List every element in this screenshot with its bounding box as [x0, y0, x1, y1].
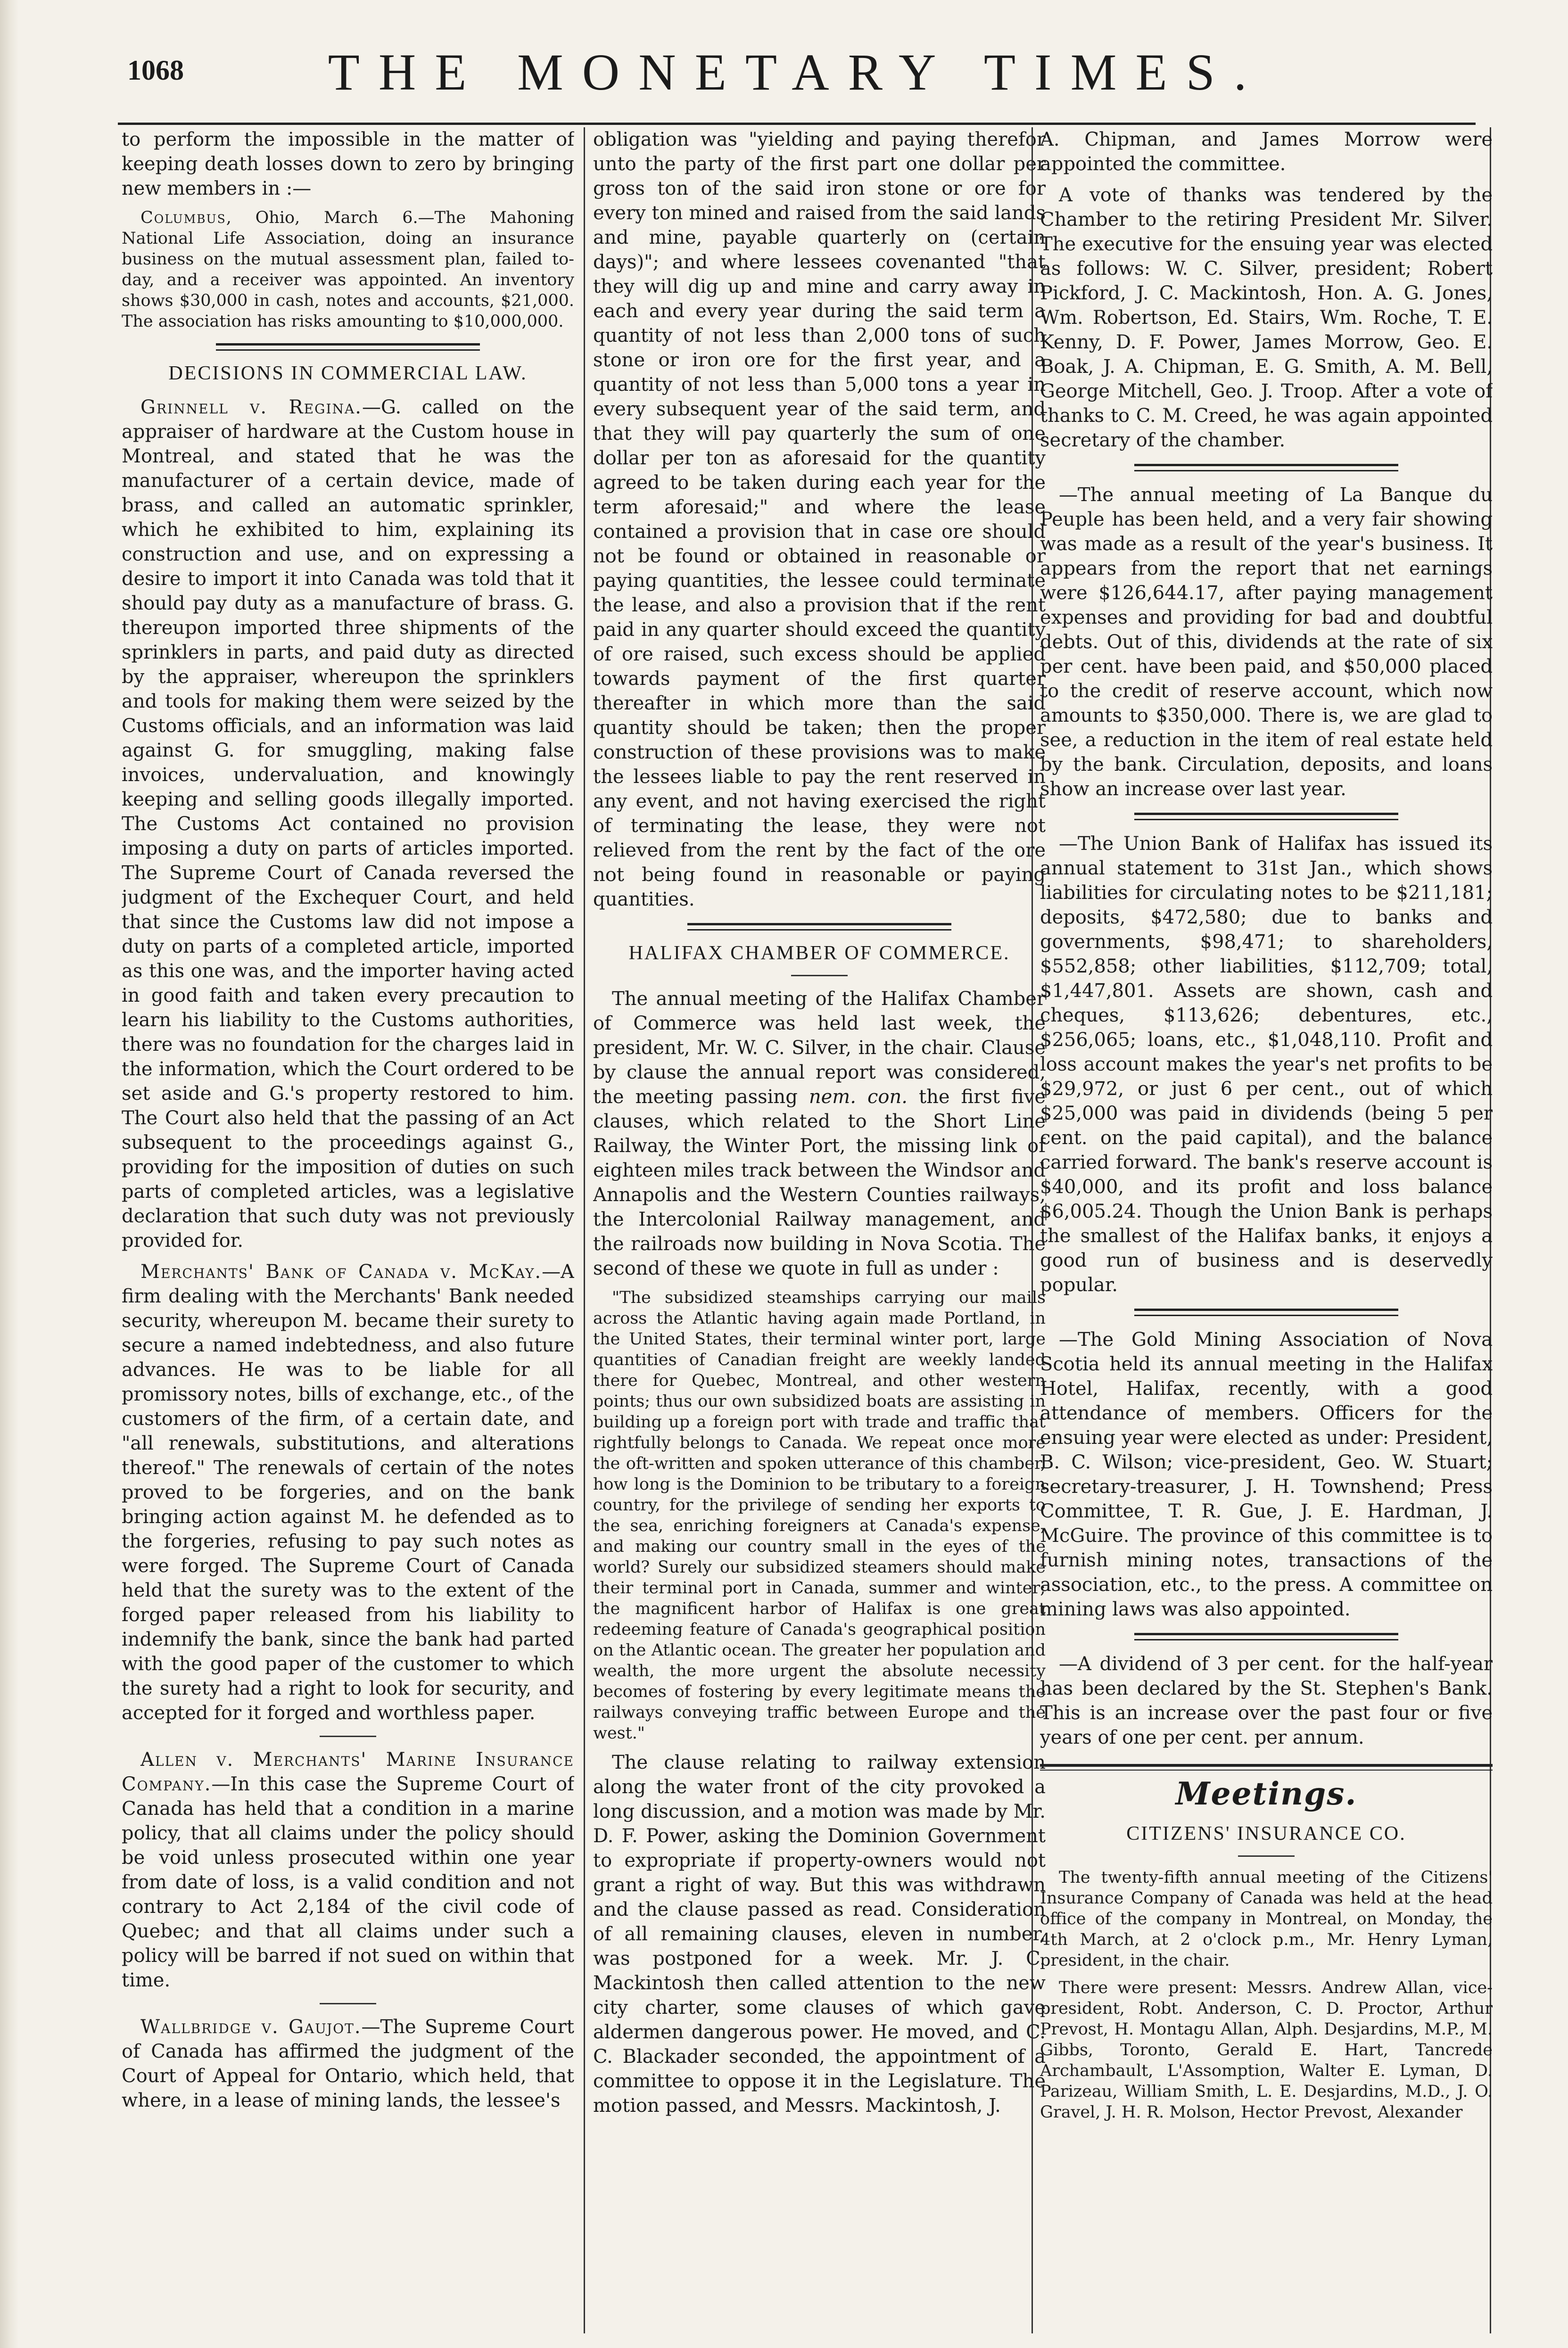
separator-rule: [791, 975, 848, 976]
halifax-paragraph-3: The clause relating to railway extension along the water front of the city provoked a long discussion, and a motion was made by Mr. D. F. Power, asking the Dominion Government to expropriate if property-owners would not grant a right of way. But this was withdrawn and the clause passed as read. Consideration of all remaining clauses, eleven in number, was postponed for a week. Mr. J. C. Mackintosh then called attention to the new city charter, some clauses of which gave aldermen dangerous power. He moved, and C. C. Blackader seconded, the appointment of a committee to oppose it in the Legislature. The motion passed, and Messrs. Mackintosh, J.: [593, 1752, 1046, 2117]
case-allen: [122, 1747, 574, 1993]
case-text: —The Supreme Court of Canada has affirmed the judgment of the Court of Appeal for Ontario, which held, that where, in a lease of mining lands, the lessee's: [122, 2016, 574, 2111]
news-item-dividend: —A dividend of 3 per cent. for the half-year has been declared by the St. Stephen's Bank. This is an increase over the past four or five years of one per cent. per annum.: [1040, 1653, 1493, 1748]
separator-rule: [1238, 1855, 1295, 1857]
case-title: Wallbridge v. Gaujot.: [140, 2016, 362, 2038]
latin-phrase: nem. con.: [809, 1086, 908, 1108]
case-continuation: obligation was "yielding and paying therefor unto the party of the first part one dollar per gross ton of the said iron stone or ore for every ton mined and raised from the said lands and mine, payable quarterly on (certain days)"; and where lessees covenanted "that they will dig up and mine and carry away in each and every year during the said term a quantity of not less than 2,000 tons of such stone or iron ore for the first year, and a quantity of not less than 5,000 tons a year in every subsequent year of the said term, and that they will pay quarterly the sum of one dollar per ton as aforesaid for the quantity agreed to be taken during each year for the term aforesaid;" and where the lease contained a provision that in case ore should not be found or obtained in reasonable or paying quantities, the lessee could terminate the lease, and also a provision that if the rent paid in any quarter should exceed the quantity of ore raised, such excess should be applied towards payment of the first quarter thereafter in which more than the said quantity should be taken; then the proper construction of these provisions was to make the lessees liable to pay the rent reserved in any event, and not having exercised the right of terminating the lease, they were not relieved from the rent by the fact of the ore not being found in reasonable or paying quantities.: [593, 129, 1046, 910]
section-heading-meetings: Meetings.: [1175, 1775, 1357, 1812]
page-binding-edge: [0, 0, 19, 2348]
masthead-rule: [118, 123, 1476, 125]
halifax-vote-paragraph: A vote of thanks was tendered by the Chamber to the retiring President Mr. Silver. The executive for the ensuing year was elected as follows: W. C. Silver, president; Robert Pickford, J. C. Mackintosh, Hon. A. G. Jones, Wm. Robertson, Ed. Stairs, Wm. Roche, T. E. Kenny, D. F. Power, James Morrow, Geo. E. Boak, J. A. Chipman, E. G. Smith, A. M. Bell, George Mitchell, Geo. J. Troop. After a vote of thanks to C. M. Creed, he was again appointed secretary of the chamber.: [1040, 184, 1493, 451]
news-item-text: , Ohio, March 6.—The Mahoning National Life Association, doing an insurance business on the mutual assessment plan, failed to-day, and a receiver was appointed. An inventory shows $30,000 in cash, notes and accounts, $21,000. The association has risks amounting to $10,000,000.: [122, 208, 574, 331]
column-2: [593, 127, 1046, 2333]
halifax-paragraph-1: The annual meeting of the Halifax Chamber of Commerce was held last week, the president, Mr. W. C. Silver, in the chair. Clause by clause the annual report was considered, the meeting passing nem. con. the first five clauses, which related to the Short Line Railway, the Winter Port, the missing link of eighteen miles track between the Windsor and Annapolis and the Western Counties railways, the Intercolonial Railway management, and the railroads now building in Nova Scotia. The second of these we quote in full as under :: [593, 988, 1046, 1279]
separator-rule: [320, 2003, 376, 2004]
case-wallbridge: [122, 2015, 574, 2113]
case-title: Allen v. Merchants' Marine Insurance Company.: [122, 1749, 574, 1795]
column-3: [1040, 127, 1493, 2333]
news-item-gold-mining: —The Gold Mining Association of Nova Scotia held its annual meeting in the Halifax Hotel, Halifax, recently, with a good attendance of members. Officers for the ensuing year were elected as under: President, B. C. Wilson; vice-president, Geo. W. Stuart; secretary-treasurer, J. H. Townshend; Press Committee, T. R. Gue, J. E. Hardman, J. McGuire. The province of this committee is to furnish mining notes, transactions of the association, etc., to the press. A committee on mining laws was also appointed.: [1040, 1329, 1493, 1620]
column-divider: [584, 127, 585, 2333]
news-item-union-bank: —The Union Bank of Halifax has issued its annual statement to 31st Jan., which shows liabilities for circulating notes to be $211,181; deposits, $472,580; due to banks and governments, $98,471; to shareholders, $552,858; other liabilities, $112,709; total, $1,447,801. Assets are shown, cash and cheques, $113,626; debentures, etc., $256,065; loans, etc., $1,048,110. Profit and loss account makes the year's net profits to be $29,972, or just 6 per cent., out of which $25,000 was paid in dividends (being 5 per cent. on the paid capital), and the balance carried forward. The bank's reserve account is $40,000, and its profit and loss balance $6,005.24. Though the Union Bank is perhaps the smallest of the Halifax banks, it enjoys a good run of business and is deservedly popular.: [1040, 833, 1493, 1296]
case-title: Grinnell v. Regina.: [140, 396, 362, 418]
section-rule: [687, 923, 951, 931]
section-heading-decisions: DECISIONS IN COMMERCIAL LAW.: [168, 362, 528, 384]
case-text: —A firm dealing with the Merchants' Bank needed security, whereupon M. became their surety to secure a named indebtedness, and also future advances. He was to be liable for all promissory notes, bills of exchange, etc., of the customers of the firm, of a certain date, and "all renewals, substitutions, and alterations thereof." The renewals of certain of the notes proved to be forgeries, and on the bank bringing action against M. he defended as to the forgeries, refusing to pay such notes as were forged. The Supreme Court of Canada held that the surety was to the extent of the forged paper released from his liability to indemnify the bank, since the bank had parted with the good paper of the customer to which the surety had a right to look for security, and accepted for it forged and worthless paper.: [122, 1261, 574, 1724]
case-text: —G. called on the appraiser of hardware at the Custom house in Montreal, and stated that he was the manufacturer of a certain device, made of brass, and called an automatic sprinkler, which he exhibited to him, explaining its construction and use, and on expressing a desire to import it into Canada was told that it should pay duty as a manufacture of brass. G. thereupon imported three shipments of the sprinklers in parts, and paid duty as directed by the appraiser, whereupon the sprinklers and tools for making them were seized by the Customs officials, and an information was laid against G. for smuggling, making false invoices, undervaluation, and knowingly keeping and selling goods illegally imported. The Customs Act contained no provision imposing a duty on parts of articles imported. The Supreme Court of Canada reversed the judgment of the Exchequer Court, and held that since the Customs law did not impose a duty on parts of a completed article, imported as this one was, and the importer having acted in good faith and taken every precaution to learn his liability to the Customs authorities, there was no foundation for the charges laid in the information, which the Court ordered to be set aside and G.'s property restored to him. The Court also held that the passing of an Act subsequent to the proceedings against G., providing for the imposition of duties on such parts of completed articles, was a legislative declaration that such duty was not previously provided for.: [122, 396, 574, 1252]
halifax-continuation: A. Chipman, and James Morrow were appointed the committee.: [1040, 129, 1493, 175]
news-item-mahoning: [122, 207, 574, 332]
meetings-rule-top: [1040, 1764, 1493, 1767]
news-item-banque-du-peuple: —The annual meeting of La Banque du Peuple has been held, and a very fair showing was made as a result of the year's business. It appears from the report that net earnings were $126,644.17, after paying management expenses and providing for bad and doubtful debts. Out of this, dividends at the rate of six per cent. have been paid, and $50,000 placed to the credit of reserve account, which now amounts to $350,000. There is, we are glad to see, a reduction in the item of real estate held by the bank. Circulation, deposits, and loans show an increase over last year.: [1040, 484, 1493, 800]
case-grinnell: [122, 395, 574, 1253]
column-1: [122, 127, 574, 2333]
section-rule: [1134, 813, 1398, 820]
page-number: 1068: [127, 55, 184, 86]
case-title: Merchants' Bank of Canada v. McKay.: [140, 1261, 542, 1283]
case-merchants-bank: [122, 1260, 574, 1725]
section-rule: [1134, 1309, 1398, 1316]
citizens-paragraph-2: There were present: Messrs. Andrew Allan, vice-president, Robt. Anderson, C. D. Proctor, Arthur Prevost, H. Montagu Allan, Alph. Desjardins, M.P., M. Gibbs, Toronto, Gerald E. Hart, Tancrede Archambault, L'Assomption, Walter E. Lyman, D. Parizeau, William Smith, L. E. Desjardins, M.D., J. O. Gravel, J. H. R. Molson, Hector Prevost, Alexander: [1040, 1978, 1493, 2122]
article-continuation: to perform the impossible in the matter of keeping death losses down to zero by bringing new members in :—: [122, 129, 574, 199]
section-heading-halifax: HALIFAX CHAMBER OF COMMERCE.: [628, 942, 1010, 964]
section-rule: [216, 343, 480, 351]
separator-rule: [320, 1736, 376, 1737]
dateline: Columbus: [140, 208, 226, 227]
section-rule: [1134, 1633, 1398, 1640]
section-heading-citizens: CITIZENS' INSURANCE CO.: [1126, 1823, 1406, 1845]
citizens-paragraph-1: The twenty-fifth annual meeting of the Citizens' Insurance Company of Canada was held at the head office of the company in Montreal, on Monday, the 4th March, at 2 o'clock p.m., Mr. Henry Lyman, president, in the chair.: [1040, 1868, 1493, 1970]
halifax-quoted-clause: "The subsidized steamships carrying our mails across the Atlantic having again made Portland, in the United States, their terminal winter port, large quantities of Canadian freight are weekly landed there for Quebec, Montreal, and other western points; thus our own subsidized boats are assisting in building up a foreign port with trade and traffic that rightfully belongs to Canada. We repeat once more the oft-written and spoken utterance of this chamber, how long is the Dominion to be tributary to a foreign country, for the privilege of sending her exports to the sea, enriching foreigners at Canada's expense, and making our country small in the eyes of the world? Surely our subsidized steamers should make their terminal port in Canada, summer and winter; the magnificent harbor of Halifax is one great redeeming feature of Canada's geographical position on the Atlantic ocean. The greater her population and wealth, the more urgent the absolute necessity becomes of fostering by every legitimate means the railways conveying traffic between Europe and the west.": [593, 1288, 1046, 1743]
masthead: [118, 38, 1476, 118]
meetings-rule-bottom: [1040, 1770, 1493, 1771]
section-rule: [1134, 464, 1398, 471]
case-text: —In this case the Supreme Court of Canada has held that a condition in a marine policy, that all claims under the policy should be void unless prosecuted within one year from date of loss, is a valid condition and not contrary to Act 2,184 of the civil code of Quebec; and that all claims under such a policy will be barred if not sued on within that time.: [122, 1773, 574, 1991]
newspaper-title: THE MONETARY TIMES.: [328, 43, 1266, 101]
